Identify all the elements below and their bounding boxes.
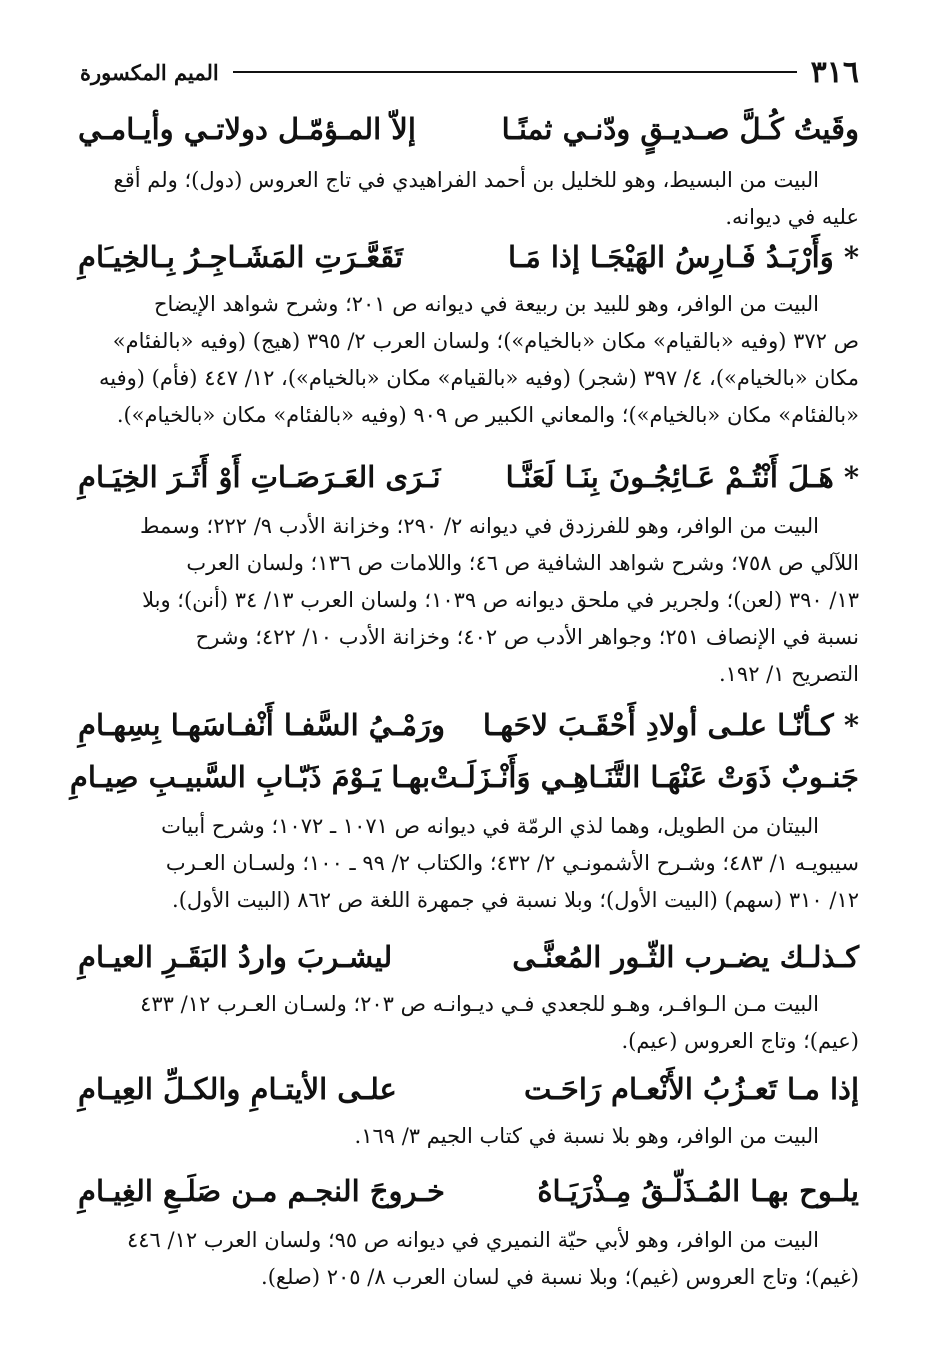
note-line: «بالفئام» مكان «بالخيام»)؛ والمعاني الكبير ص ٩٠٩ (وفيه «بالفئام» مكان «بالخيام»). (116, 403, 859, 427)
verse-second-hemistich: بهـا يَـوْمَ ذَبّـابِ السَّبيـبِ صِيـامِ (69, 760, 431, 794)
verse-first-hemistich: * وَأَرْبَـدُ فَـارِسُ الهَيْجَـا إذا مَـا (507, 240, 859, 274)
verse-line (69, 760, 859, 794)
note-line: سيبويـه ١/ ٤٨٣؛ وشـرح الأشمونـي ٢/ ٤٣٢؛ والكتاب ٢/ ٩٩ ـ ١٠٠؛ ولسـان العـرب (165, 851, 859, 875)
note-line: البيت مـن الـوافـر، وهـو للجعدي فـي ديـوانـه ص ٢٠٣؛ ولسـان العـرب ١٢/ ٤٣٣ (140, 992, 819, 1016)
verse-first-hemistich: * هَـلَ أَنْتُـمْ عَـائِجُـونَ بِنَـا لَعَنَّـا (505, 460, 859, 494)
verse-line (78, 708, 859, 742)
verse-first-hemistich: كـذلـك يضـرب الثّـور المُعنَّـى (512, 940, 859, 974)
section-title: الميم المكسورة (80, 59, 219, 85)
verse-line (78, 1072, 859, 1106)
verse-note (76, 808, 859, 919)
note-line: ١٢/ ٣١٠ (سهم) (البيت الأول)؛ وبلا نسبة في جمهرة اللغة ص ٨٦٢ (البيت الأول). (172, 888, 859, 912)
note-line: التصريح ١/ ١٩٢. (718, 662, 859, 686)
note-line: (عيم)؛ وتاج العروس (عيم). (621, 1029, 859, 1053)
note-line: (غيم)؛ وتاج العروس (غيم)؛ وبلا نسبة في لسان العرب ٨/ ٢٠٥ (صلع). (261, 1265, 859, 1289)
verse-note (76, 286, 859, 434)
note-line: البيت من الوافر، وهو لأبي حيّة النميري في ديوانه ص ٩٥؛ ولسان العرب ١٢/ ٤٤٦ (126, 1228, 819, 1252)
verse-note (76, 986, 859, 1060)
verse-note (76, 1222, 859, 1296)
verse-first-hemistich: جَنـوبٌ ذَوَتْ عَنْهَـا التَّنَـاهِـي وَأَنْـزَلَـتْ (430, 760, 859, 794)
verse-line (78, 940, 859, 974)
verse-first-hemistich: يلـوح بهـا المُـذَلّـقُ مِـذْرَيَـاهُ (537, 1174, 859, 1208)
note-line: عليه في ديوانه. (725, 205, 859, 229)
verse-second-hemistich: ورَمْـيُ السَّفـا أَنْفـاسَهـا بِسِهـامِ (78, 708, 445, 742)
note-line: ١٣/ ٣٩٠ (لعن)؛ ولجرير في ملحق ديوانه ص ١٠٣٩؛ ولسان العرب ١٣/ ٣٤ (أنن)؛ وبلا (142, 588, 859, 612)
verse-second-hemistich: خـروجَ النجـم مـن صَلَـعِ الغِيـامِ (78, 1174, 445, 1208)
page-number: ٣١٦ (810, 54, 859, 90)
verse-first-hemistich: وقَيتُ كُـلَّ صـديـقٍ ودّنـي ثمنًـا (501, 112, 859, 146)
note-line: البيت من الوافر، وهو للفرزدق في ديوانه ٢/ ٢٩٠؛ وخزانة الأدب ٩/ ٢٢٢؛ وسمط (140, 514, 819, 538)
verse-line (78, 112, 859, 146)
verse-first-hemistich: إذا مـا تَعـزُبُ الأَنْعـام رَاحَـت (523, 1072, 859, 1106)
note-line: ص ٣٧٢ (وفيه «بالقيام» مكان «بالخيام»)؛ ولسان العرب ٢/ ٣٩٥ (هيج) (وفيه «بالفئام» (112, 329, 859, 353)
note-line: اللآلي ص ٧٥٨؛ وشرح شواهد الشافية ص ٤٦؛ واللامات ص ١٣٦؛ ولسان العرب (186, 551, 859, 575)
verse-second-hemistich: ليشـربَ واردُ البَقَـرِ العيـامِ (78, 940, 393, 974)
verse-line (78, 240, 859, 274)
note-line: مكان «بالخيام»)، ٤/ ٣٩٧ (شجر) (وفيه «بالقيام» مكان «بالخيام»)، ١٢/ ٤٤٧ (فأم) (وفيه (99, 366, 859, 390)
verse-second-hemistich: نَـرَى العَـرَصَـاتِ أَوْ أَثَـرَ الخِيَـامِ (78, 460, 441, 494)
note-line: البيت من البسيط، وهو للخليل بن أحمد الفراهيدي في تاج العروس (دول)؛ ولم أقع (113, 168, 819, 192)
header-rule (233, 71, 797, 73)
note-line: البيت من الوافر، وهو بلا نسبة في كتاب الجيم ٣/ ١٦٩. (354, 1124, 819, 1148)
note-line: نسبة في الإنصاف ٢٥١؛ وجواهر الأدب ص ٤٠٢؛ وخزانة الأدب ١٠/ ٤٢٢؛ وشرح (195, 625, 859, 649)
verse-first-hemistich: * كـأنّـا علـى أولادِ أَحْقَـبَ لاحَهـا (482, 708, 859, 742)
verse-note (76, 162, 859, 236)
verse-second-hemistich: إلاّ المـؤمّـل دولاتـي وأيـامـي (78, 112, 416, 146)
verse-note (76, 1118, 859, 1155)
verse-line (78, 1174, 859, 1208)
page-header (80, 52, 859, 92)
note-line: البيت من الوافر، وهو للبيد بن ربيعة في ديوانه ص ٢٠١؛ وشرح شواهد الإيضاح (153, 292, 819, 316)
verse-note (76, 508, 859, 693)
note-line: البيتان من الطويل، وهما لذي الرمّة في ديوانه ص ١٠٧١ ـ ١٠٧٢؛ وشرح أبيات (161, 814, 819, 838)
verse-second-hemistich: تَقَعَّـرَتِ المَشَـاجِـرُ بِـالخِيـَامِ (78, 240, 404, 274)
verse-line (78, 460, 859, 494)
verse-second-hemistich: علـى الأيتـامِ والكـلِّ العِيـامِ (78, 1072, 397, 1106)
